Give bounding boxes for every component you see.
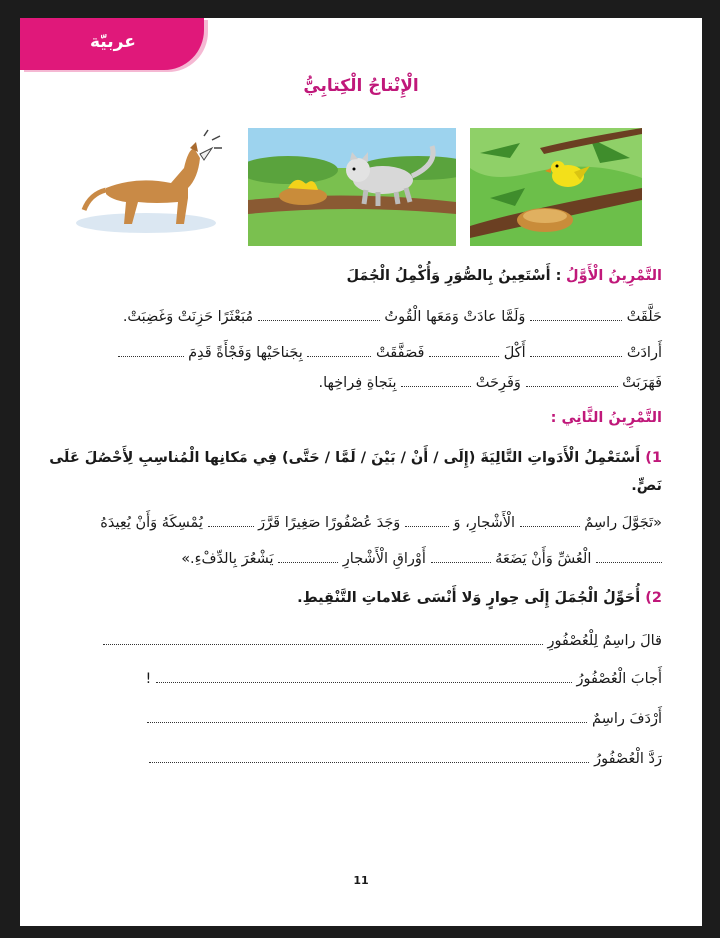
blank[interactable]: [147, 710, 587, 723]
dialogue-label: قالَ راسِمٌ لِلْعُصْفُورِ: [547, 633, 662, 649]
dialogue-line: [52, 750, 662, 767]
blank[interactable]: [401, 374, 471, 387]
passage1-a: «تَجَوَّلَ راسِمٌ: [584, 515, 662, 531]
exercise1-instruction: : أَسْتَعِينُ بِالصُّوَرِ وَأُكْمِلُ الْجُمَلَ: [346, 268, 562, 284]
blank[interactable]: [258, 308, 380, 321]
dialogue-label: أَجابَ الْعُصْفُورُ: [576, 671, 662, 687]
blank[interactable]: [307, 344, 371, 357]
exercise2-item1-instruction: [49, 450, 662, 466]
dialogue-line: [52, 710, 662, 727]
item2-text: أُحَوِّلُ الْجُمَلَ إِلَى حِوارٍ وَلا أَنْسَى عَلاماتِ التَّنْقِيطِ.: [297, 590, 641, 606]
dog-barking-image: [76, 128, 236, 246]
blank[interactable]: [149, 750, 589, 763]
exercise2-heading: التَّمْرِينُ الثَّانِي :: [550, 410, 662, 426]
blank[interactable]: [596, 550, 662, 563]
subject-tab: [20, 18, 204, 70]
exercise2-passage-line1: [52, 514, 662, 531]
blank[interactable]: [526, 374, 618, 387]
row1-text-a: حَلَّقَتْ: [626, 309, 662, 325]
bird-nest-image: [470, 128, 642, 246]
item2-number: 2): [645, 590, 662, 606]
exercise1-heading-line: [52, 268, 662, 284]
item1-number: 1): [645, 450, 662, 466]
exercise1-row3: [52, 374, 662, 391]
row1-text-c: مُبَعْثَرًا حَزِنَتْ وَغَضِبَتْ.: [122, 309, 254, 325]
row2-text-b: أَكْلَ: [503, 345, 526, 361]
blank[interactable]: [156, 670, 572, 683]
passage2-a: الْعُشِّ وَأَنْ يَضَعَهُ: [495, 551, 592, 567]
row2-text-d: بِجَناحَيْها وَفَجْأَةً قَدِمَ: [188, 345, 303, 361]
passage1-d: يُمْسِكَهُ وَأَنْ يُعِيدَهُ: [100, 515, 203, 531]
exercise1-row2: [52, 344, 662, 361]
item1-text: أَسْتَعْمِلُ الْأَدَواتِ التَّالِيَةَ (إِلَى / أَنْ / بَيْنَ / لَمَّا / حَتَّى) فِي مَكانِها الْمُناسِبِ لِأَحْصُلَ عَلَى: [49, 450, 641, 466]
passage1-c: وَجَدَ عُصْفُورًا صَغِيرًا قَرَّرَ: [258, 515, 401, 531]
row3-text-b: وَفَرِحَتْ: [475, 375, 521, 391]
cat-nest-image: [248, 128, 456, 246]
blank[interactable]: [278, 550, 338, 563]
page-number: 11: [353, 874, 369, 887]
dialogue-label: أَرْدَفَ راسِمٌ: [592, 711, 662, 727]
row3-text-c: بِنَجاةِ فِراخِها.: [318, 375, 397, 391]
blank[interactable]: [429, 344, 499, 357]
blank[interactable]: [530, 344, 622, 357]
row2-text-a: أَرادَتْ: [626, 345, 662, 361]
row2-text-c: فَصَفَّقَتْ: [376, 345, 425, 361]
dialogue-line: [52, 670, 662, 687]
exercise1-heading: التَّمْرِينُ الْأَوَّلُ: [566, 268, 662, 284]
subject-label: عربيّة: [90, 32, 136, 52]
blank[interactable]: [103, 632, 543, 645]
blank[interactable]: [118, 344, 184, 357]
blank[interactable]: [520, 514, 580, 527]
worksheet-page: [20, 18, 702, 926]
blank[interactable]: [405, 514, 449, 527]
dialogue-line: [52, 632, 662, 649]
blank[interactable]: [208, 514, 254, 527]
blank[interactable]: [530, 308, 622, 321]
exercise2-item2-instruction: [52, 590, 662, 606]
passage2-b: أَوْراقِ الْأَشْجارِ: [342, 551, 426, 567]
row3-text-a: فَهَرَبَتْ: [622, 375, 662, 391]
row1-text-b: وَلَمَّا عادَتْ وَمَعَها الْقُوتُ: [384, 309, 526, 325]
dialogue-end: !: [145, 671, 152, 687]
exercise1-row1: [52, 308, 662, 325]
page-title: الْإِنْتاجُ الْكِتابِيُّ: [303, 76, 419, 96]
passage1-b: الْأَشْجارِ، وَ: [453, 515, 516, 531]
blank[interactable]: [431, 550, 491, 563]
exercise2-passage-line2: [52, 550, 662, 567]
passage2-c: يَشْعُرَ بِالدِّفْءِ.»: [181, 551, 274, 567]
exercise2-item1-instruction-cont: نَصٍّ.: [631, 478, 662, 494]
dialogue-label: رَدَّ الْعُصْفُورُ: [594, 751, 662, 767]
